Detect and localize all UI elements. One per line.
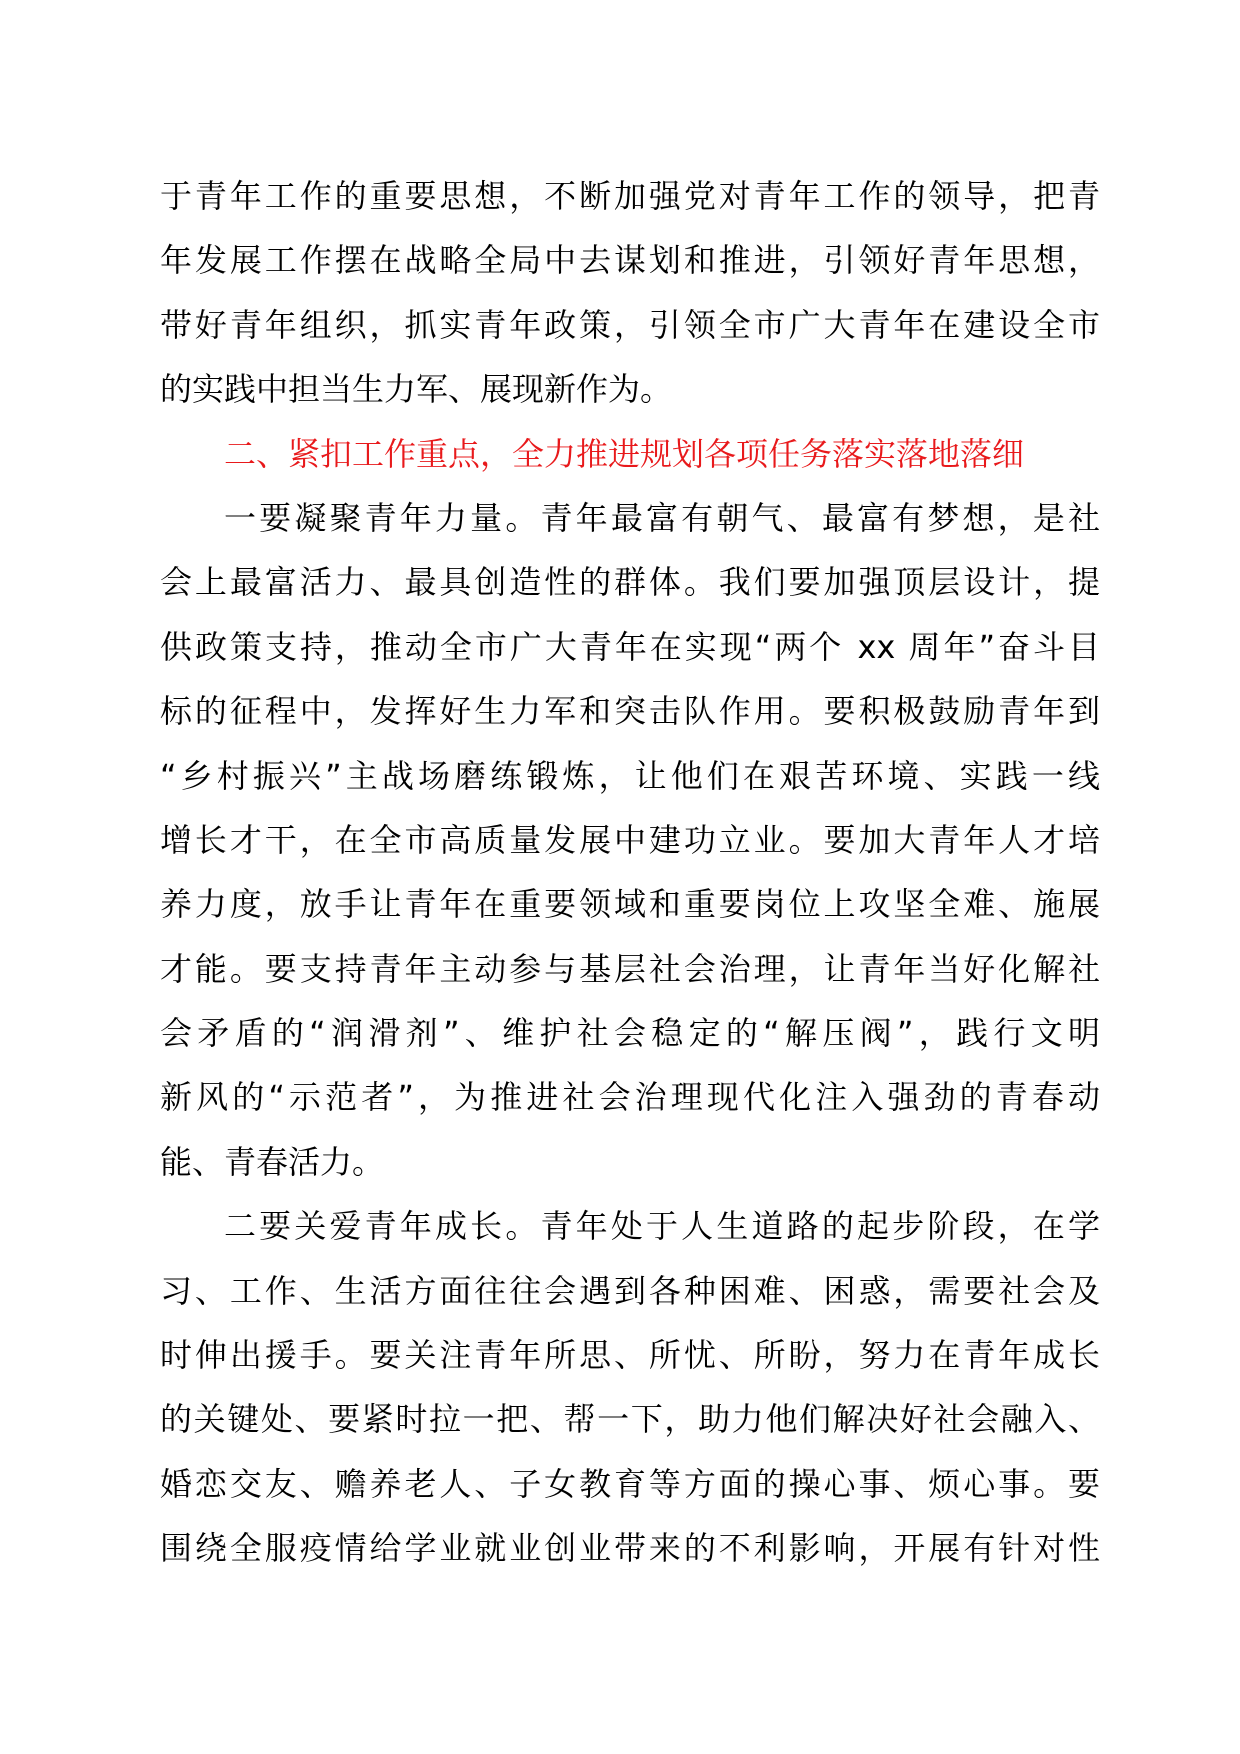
- paragraph-1: [160, 164, 1100, 422]
- paragraph-line: 的关键处、要紧时拉一把、帮一下，助力他们解决好社会融入、: [160, 1400, 1100, 1439]
- paragraph-line: 围绕全服疫情给学业就业创业带来的不利影响，开展有针对性: [160, 1529, 1100, 1568]
- paragraph-line: 养力度，放手让青年在重要领域和重要岗位上攻坚全难、施展: [160, 885, 1100, 924]
- paragraph-line: 的实践中担当生力军、展现新作为。: [160, 370, 673, 409]
- paragraph-line: “乡村振兴”主战场磨练锻炼，让他们在艰苦环境、实践一线: [160, 756, 1100, 795]
- paragraph-line: 习、工作、生活方面往往会遇到各种困难、困惑，需要社会及: [160, 1271, 1100, 1310]
- paragraph-line: 能、青春活力。: [160, 1142, 385, 1181]
- paragraph-3: [160, 1194, 1100, 1580]
- paragraph-line: 新风的“示范者”，为推进社会治理现代化注入强劲的青春动: [160, 1078, 1100, 1117]
- paragraph-line: 二要关爱青年成长。青年处于人生道路的起步阶段，在学: [224, 1207, 1100, 1246]
- paragraph-line: 供政策支持，推动全市广大青年在实现“两个 xx 周年”奋斗目: [160, 627, 1100, 666]
- paragraph-line: 才能。要支持青年主动参与基层社会治理，让青年当好化解社: [160, 949, 1100, 988]
- paragraph-line: 一要凝聚青年力量。青年最富有朝气、最富有梦想，是社: [224, 498, 1100, 537]
- paragraph-line: 会矛盾的“润滑剂”、维护社会稳定的“解压阀”，践行文明: [160, 1014, 1100, 1053]
- paragraph-line: 婚恋交友、赡养老人、子女教育等方面的操心事、烦心事。要: [160, 1464, 1100, 1503]
- section-heading: 二、紧扣工作重点，全力推进规划各项任务落实落地落细: [224, 434, 1025, 473]
- paragraph-line: 带好青年组织，抓实青年政策，引领全市广大青年在建设全市: [160, 305, 1100, 344]
- paragraph-line: 时伸出援手。要关注青年所思、所忧、所盼，努力在青年成长: [160, 1336, 1100, 1375]
- paragraph-line: 会上最富活力、最具创造性的群体。我们要加强顶层设计，提: [160, 563, 1100, 602]
- paragraph-line: 标的征程中，发挥好生力军和突击队作用。要积极鼓励青年到: [160, 692, 1100, 731]
- paragraph-line: 增长才干，在全市高质量发展中建功立业。要加大青年人才培: [160, 820, 1100, 859]
- document-body: [160, 164, 1100, 1581]
- paragraph-line: 于青年工作的重要思想，不断加强党对青年工作的领导，把青: [160, 177, 1100, 215]
- paragraph-line: 年发展工作摆在战略全局中去谋划和推进，引领好青年思想，: [160, 241, 1100, 280]
- paragraph-2: [160, 486, 1100, 1194]
